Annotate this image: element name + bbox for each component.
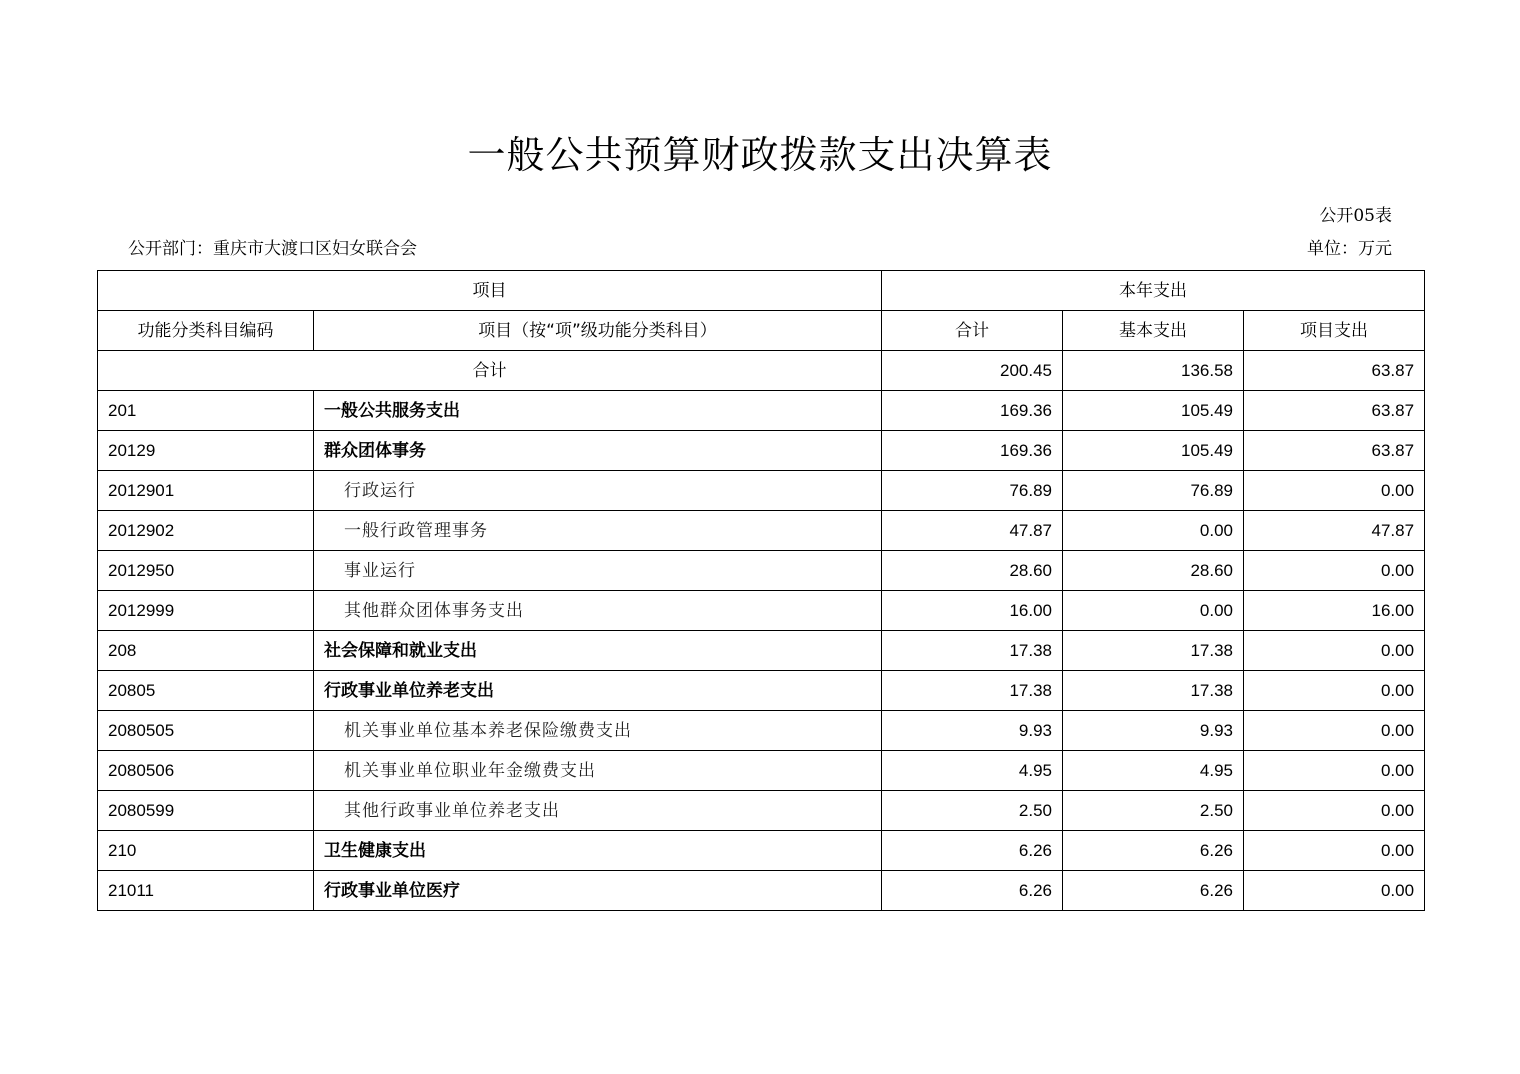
table-row: [98, 591, 1425, 631]
row-item-name: 社会保障和就业支出: [314, 631, 882, 671]
row-project: 0.00: [1244, 471, 1425, 511]
row-total: 4.95: [882, 751, 1063, 791]
row-code: 2080505: [98, 711, 314, 751]
header-basic: 基本支出: [1063, 311, 1244, 351]
row-item-name: 其他群众团体事务支出: [314, 591, 882, 631]
row-item-name: 群众团体事务: [314, 431, 882, 471]
row-project: 0.00: [1244, 671, 1425, 711]
table-row: [98, 671, 1425, 711]
table-row: [98, 751, 1425, 791]
unit-label: 单位：万元: [1307, 239, 1392, 259]
row-basic: 105.49: [1063, 391, 1244, 431]
total-row-project: 63.87: [1244, 351, 1425, 391]
row-basic: 9.93: [1063, 711, 1244, 751]
row-total: 47.87: [882, 511, 1063, 551]
row-item-name: 行政运行: [314, 471, 882, 511]
row-code: 208: [98, 631, 314, 671]
row-basic: 76.89: [1063, 471, 1244, 511]
table-row: [98, 711, 1425, 751]
table-number: 公开05表: [1319, 206, 1392, 226]
row-basic: 0.00: [1063, 591, 1244, 631]
total-row: [98, 351, 1425, 391]
row-basic: 4.95: [1063, 751, 1244, 791]
row-total: 17.38: [882, 671, 1063, 711]
row-code: 2012999: [98, 591, 314, 631]
row-basic: 28.60: [1063, 551, 1244, 591]
row-code: 2012901: [98, 471, 314, 511]
row-basic: 2.50: [1063, 791, 1244, 831]
row-item-name: 事业运行: [314, 551, 882, 591]
row-item-name: 机关事业单位基本养老保险缴费支出: [314, 711, 882, 751]
total-row-label: 合计: [98, 351, 882, 391]
row-item-name: 卫生健康支出: [314, 831, 882, 871]
row-code: 20805: [98, 671, 314, 711]
row-code: 201: [98, 391, 314, 431]
table-row: [98, 471, 1425, 511]
row-total: 169.36: [882, 391, 1063, 431]
table-row: [98, 631, 1425, 671]
row-project: 0.00: [1244, 751, 1425, 791]
row-item-name: 其他行政事业单位养老支出: [314, 791, 882, 831]
row-project: 63.87: [1244, 391, 1425, 431]
row-basic: 17.38: [1063, 631, 1244, 671]
row-item-name: 一般公共服务支出: [314, 391, 882, 431]
row-code: 2012950: [98, 551, 314, 591]
header-project-expense: 项目支出: [1244, 311, 1425, 351]
row-total: 28.60: [882, 551, 1063, 591]
row-total: 2.50: [882, 791, 1063, 831]
header-row-group: [98, 271, 1425, 311]
row-item-name: 行政事业单位养老支出: [314, 671, 882, 711]
header-row-columns: [98, 311, 1425, 351]
row-project: 0.00: [1244, 551, 1425, 591]
row-project: 16.00: [1244, 591, 1425, 631]
row-code: 2080506: [98, 751, 314, 791]
row-item-name: 一般行政管理事务: [314, 511, 882, 551]
header-item: 项目（按“项”级功能分类科目）: [314, 311, 882, 351]
table-row: [98, 431, 1425, 471]
page-title: 一般公共预算财政拨款支出决算表: [467, 133, 1053, 177]
header-current-year-expense: 本年支出: [882, 271, 1425, 311]
budget-table: [97, 270, 1425, 911]
row-project: 0.00: [1244, 791, 1425, 831]
row-total: 17.38: [882, 631, 1063, 671]
table-row: [98, 511, 1425, 551]
row-total: 9.93: [882, 711, 1063, 751]
row-basic: 6.26: [1063, 831, 1244, 871]
row-item-name: 机关事业单位职业年金缴费支出: [314, 751, 882, 791]
row-code: 20129: [98, 431, 314, 471]
department-label: 公开部门：重庆市大渡口区妇女联合会: [128, 239, 417, 259]
table-body: [98, 351, 1425, 911]
row-total: 6.26: [882, 871, 1063, 911]
row-item-name: 行政事业单位医疗: [314, 871, 882, 911]
table-header: [98, 271, 1425, 351]
row-project: 0.00: [1244, 871, 1425, 911]
row-code: 2080599: [98, 791, 314, 831]
row-total: 76.89: [882, 471, 1063, 511]
row-basic: 17.38: [1063, 671, 1244, 711]
row-basic: 105.49: [1063, 431, 1244, 471]
header-code: 功能分类科目编码: [98, 311, 314, 351]
row-project: 47.87: [1244, 511, 1425, 551]
row-basic: 6.26: [1063, 871, 1244, 911]
total-row-total: 200.45: [882, 351, 1063, 391]
table-row: [98, 831, 1425, 871]
row-project: 63.87: [1244, 431, 1425, 471]
row-project: 0.00: [1244, 631, 1425, 671]
total-row-basic: 136.58: [1063, 351, 1244, 391]
table-row: [98, 391, 1425, 431]
row-project: 0.00: [1244, 831, 1425, 871]
header-project: 项目: [98, 271, 882, 311]
table-row: [98, 791, 1425, 831]
row-code: 210: [98, 831, 314, 871]
header-total: 合计: [882, 311, 1063, 351]
table-row: [98, 551, 1425, 591]
row-total: 6.26: [882, 831, 1063, 871]
row-code: 2012902: [98, 511, 314, 551]
table-row: [98, 871, 1425, 911]
row-code: 21011: [98, 871, 314, 911]
row-total: 16.00: [882, 591, 1063, 631]
row-basic: 0.00: [1063, 511, 1244, 551]
row-project: 0.00: [1244, 711, 1425, 751]
row-total: 169.36: [882, 431, 1063, 471]
